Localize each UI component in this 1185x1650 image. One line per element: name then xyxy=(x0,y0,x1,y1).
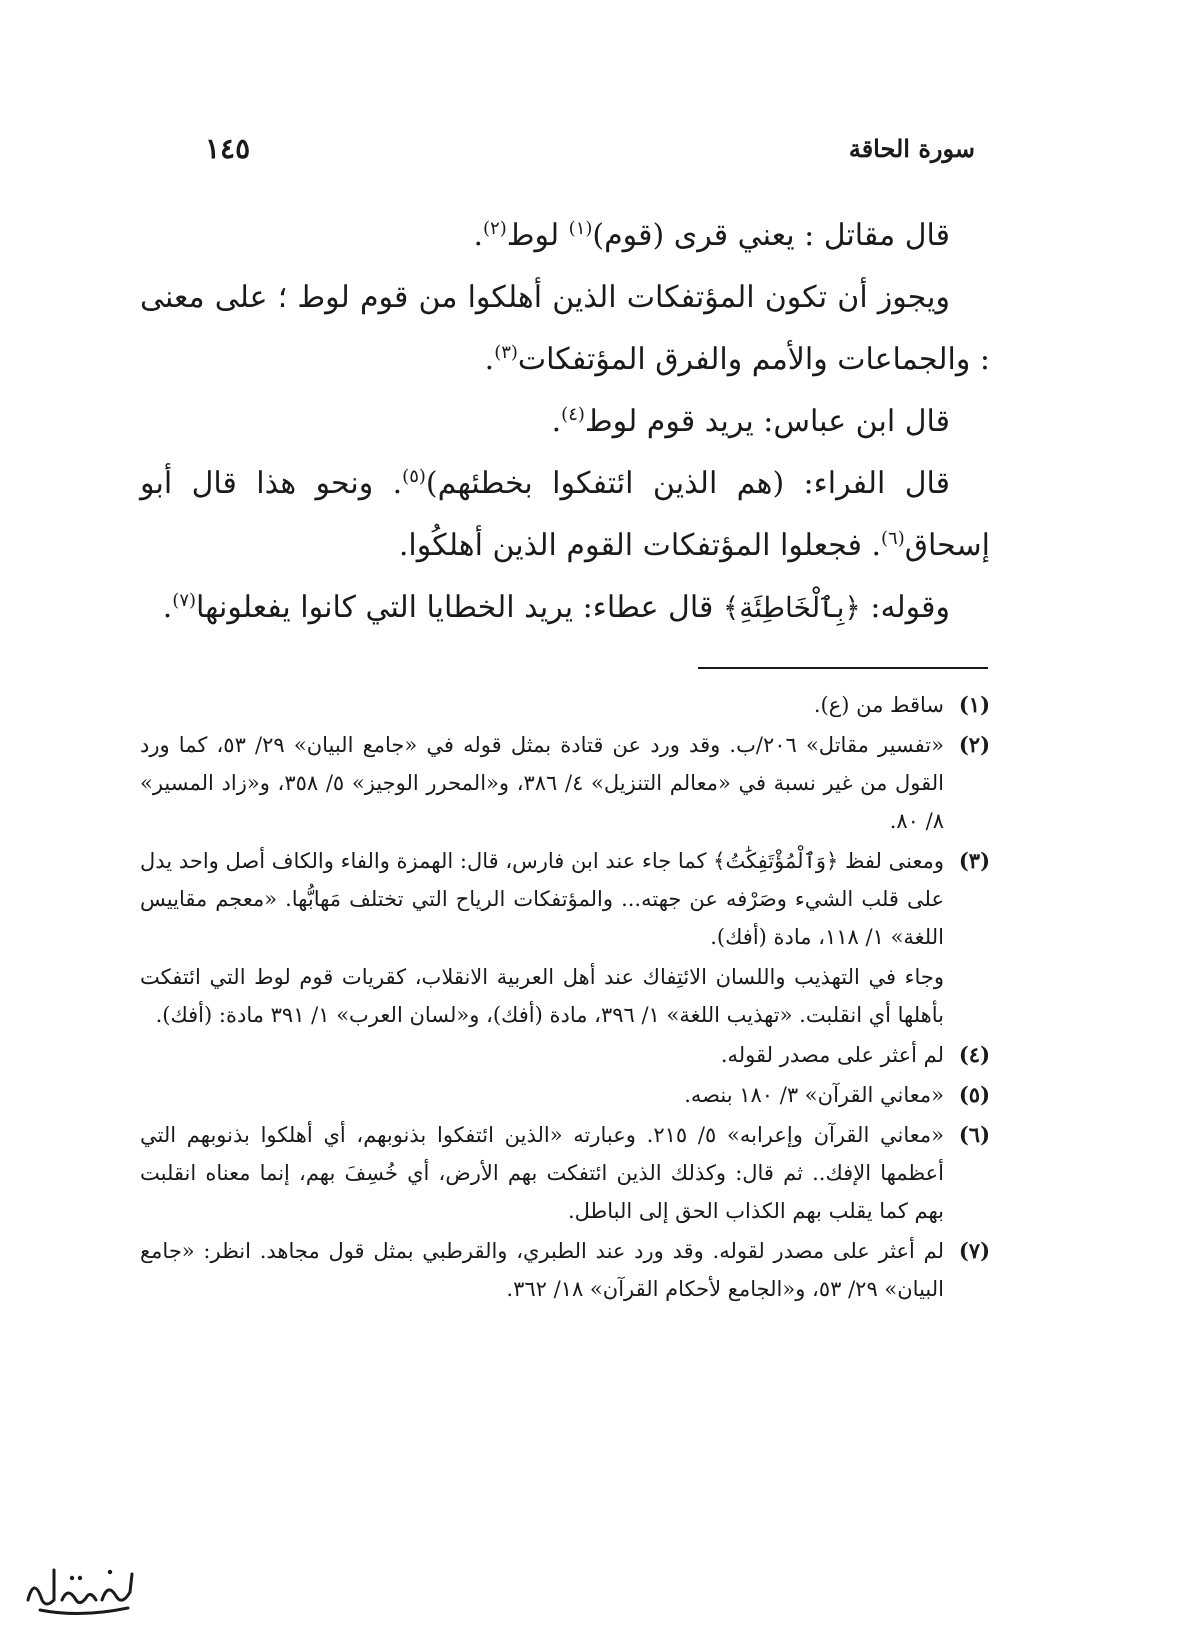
footnote-text xyxy=(140,842,944,956)
paragraph-1-text-a: قال مقاتل : يعني قرى (قوم) xyxy=(592,218,950,253)
footnote-ref-1[interactable]: (١) xyxy=(568,218,593,239)
footnote-text xyxy=(140,1036,944,1074)
paragraph-4-text-c: . فجعلوا المؤتفكات القوم الذين أهلكُوا. xyxy=(398,528,881,563)
footnote-5 xyxy=(140,1076,990,1114)
footnote-number: (٧) xyxy=(958,1238,990,1263)
paragraph-1 xyxy=(140,205,990,267)
footnote-text xyxy=(140,1076,944,1114)
paragraph-3-text-a: قال ابن عباس: يريد قوم لوط xyxy=(584,404,950,439)
footnote-ref-7[interactable]: (٧) xyxy=(172,590,197,611)
footnote-ref-2[interactable]: (٢) xyxy=(483,218,507,239)
paragraph-5-text-b: قال عطاء: يريد الخطايا التي كانوا يفعلونها xyxy=(196,590,723,625)
footnote-separator xyxy=(698,667,988,669)
footnote-ref-4[interactable]: (٤) xyxy=(561,404,585,425)
paragraph-5-text-c: . xyxy=(162,590,173,625)
page-header xyxy=(205,128,975,168)
footnote-paragraph: «معاني القرآن» ٣/ ١٨٠ بنصه. xyxy=(684,1083,944,1107)
footnote-number: (٥) xyxy=(958,1082,990,1107)
footnote-number: (٦) xyxy=(958,1122,990,1147)
footnote-1 xyxy=(140,686,990,724)
footnote-number: (٣) xyxy=(958,848,990,873)
running-title: سورة الحاقة xyxy=(848,133,975,163)
footnote-paragraph: ومعنى لفظ ﴿وَٱلْمُؤْتَفِكَٰتُ﴾ كما جاء عند ابن فارس، قال: الهمزة والفاء والكاف أصل واحد يدل على قلب الشيء وصَرْفه عن جهته... والمؤتفكات الرياح التي تختلف مَهابُّها. «معجم مقاييس اللغة» ١/ ١١٨، مادة (أفك). xyxy=(140,849,944,949)
footnote-paragraph: لم أعثر على مصدر لقوله. وقد ورد عند الطبري، والقرطبي بمثل قول مجاهد. انظر: «جامع البيان» ٢٩/ ٥٣، و«الجامع لأحكام القرآن» ١٨/ ٣٦٢. xyxy=(140,1239,944,1301)
main-text xyxy=(140,205,990,639)
paragraph-5-text-a: وقوله: xyxy=(860,590,950,625)
paragraph-2-text-b: . xyxy=(484,342,495,377)
footnote-ref-3[interactable]: (٣) xyxy=(494,342,518,363)
footnote-6 xyxy=(140,1116,990,1230)
footnotes-section xyxy=(140,686,990,1310)
paragraph-2 xyxy=(140,267,990,391)
paragraph-4 xyxy=(140,453,990,577)
footnote-paragraph: «معاني القرآن وإعرابه» ٥/ ٢١٥. وعبارته «الذين ائتفكوا بذنوبهم، أي أهلكوا بذنوبهم التي أعظمها الإفك.. ثم قال: وكذلك الذين ائتفكت بهم الأرض، أي خُسِفَ بهم، إنما معناه انقلبت بهم كما يقلب بهم الكذاب الحق إلى الباطل. xyxy=(140,1123,945,1223)
footnote-ref-6[interactable]: (٦) xyxy=(881,528,905,549)
footnote-text xyxy=(140,1116,944,1230)
footnote-text xyxy=(140,1232,944,1308)
paragraph-1-text-b: لوط xyxy=(506,218,569,253)
footnote-text xyxy=(140,958,944,1034)
footnote-number: (٢) xyxy=(958,732,990,757)
paragraph-2-text-a: ويجوز أن تكون المؤتفكات الذين أهلكوا من قوم لوط ؛ على معنى : والجماعات والأمم والفرق المؤتفكات xyxy=(140,280,990,377)
footnote-text xyxy=(140,726,944,840)
footnote-text xyxy=(140,686,944,724)
footnote-number: (٤) xyxy=(958,1042,990,1067)
page-number: ١٤٥ xyxy=(205,131,251,165)
paragraph-3 xyxy=(140,391,990,453)
footnote-paragraph: وجاء في التهذيب واللسان الائتِفاك عند أهل العربية الانقلاب، كقريات قوم لوط التي ائتفكت بأهلها أي انقلبت. «تهذيب اللغة» ١/ ٣٩٦، مادة (أفك)، و«لسان العرب» ١/ ٣٩١ مادة: (أفك). xyxy=(140,965,944,1027)
paragraph-5 xyxy=(140,577,990,639)
footnote-paragraph: ساقط من (ع). xyxy=(813,693,944,717)
footnote-paragraph: لم أعثر على مصدر لقوله. xyxy=(720,1043,944,1067)
footnote-2 xyxy=(140,726,990,840)
footnote-4 xyxy=(140,1036,990,1074)
paragraph-4-text-a: قال الفراء: (هم الذين ائتفكوا بخطئهم) xyxy=(425,466,950,501)
paragraph-4-text-b: . ونحو هذا قال أبو إسحاق xyxy=(140,466,990,563)
paragraph-3-text-b: . xyxy=(551,404,562,439)
footnote-7 xyxy=(140,1232,990,1308)
footnote-number: (١) xyxy=(958,692,990,717)
footnote-ref-5[interactable]: (٥) xyxy=(402,466,426,487)
footnote-3-continued xyxy=(140,958,990,1034)
footnote-3 xyxy=(140,842,990,956)
footnote-number-blank xyxy=(944,958,990,1034)
footnote-paragraph: «تفسير مقاتل» ٢٠٦/ب. وقد ورد عن قتادة بمثل قوله في «جامع البيان» ٢٩/ ٥٣، كما ورد القول من غير نسبة في «معالم التنزيل» ٤/ ٣٨٦، و«المحرر الوجيز» ٥/ ٣٥٨، و«زاد المسير» ٨/ ٨٠. xyxy=(140,733,944,833)
quran-quote: ﴿بِٱلْخَاطِئَةِ﴾ xyxy=(722,591,861,624)
paragraph-1-text-c: . xyxy=(473,218,483,253)
publisher-logo-icon xyxy=(20,1556,140,1622)
